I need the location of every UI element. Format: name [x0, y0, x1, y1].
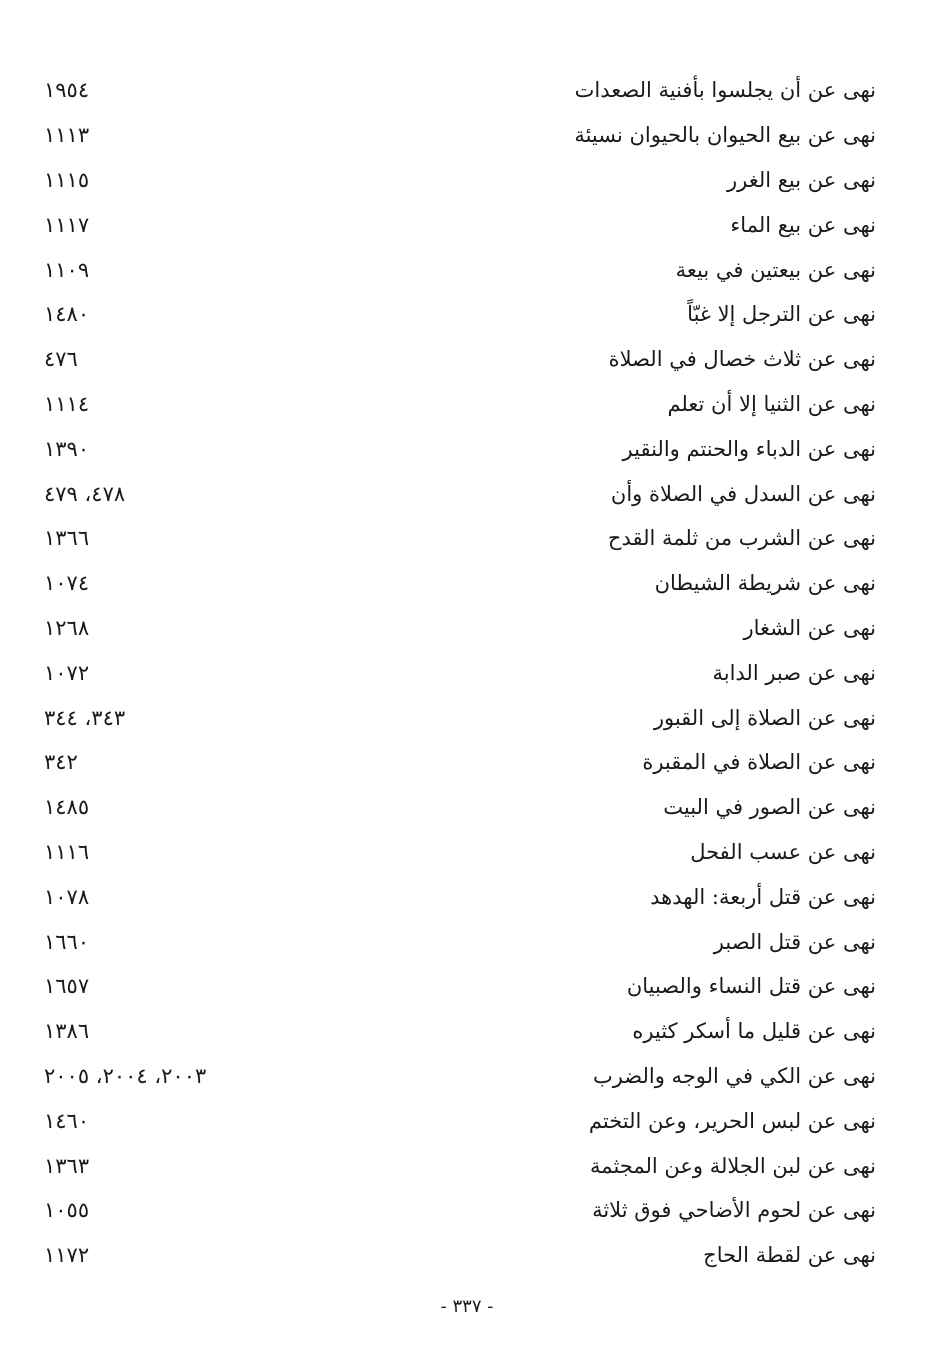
entry-text: نهى عن قتل أربعة: الهدهد: [650, 884, 876, 909]
entry-text: نهى عن الشرب من ثلمة القدح: [607, 526, 876, 551]
index-entry: [44, 1098, 876, 1143]
entry-page-references: ١٣٨٦: [44, 1019, 90, 1044]
entry-page-references: ١٦٥٧: [44, 974, 90, 999]
index-entry: [44, 785, 876, 830]
entry-text: نهى عن لحوم الأضاحي فوق ثلاثة: [592, 1198, 876, 1223]
entry-page-references: ٢٠٠٣، ٢٠٠٤، ٢٠٠٥: [44, 1063, 207, 1088]
entry-text: نهى عن الصلاة في المقبرة: [642, 750, 876, 775]
entry-text: نهى عن ثلاث خصال في الصلاة: [608, 347, 876, 372]
entry-text: نهى عن قتل النساء والصبيان: [626, 974, 876, 999]
entry-text: نهى عن أن يجلسوا بأفنية الصعدات: [574, 78, 876, 103]
entry-text: نهى عن الشغار: [743, 615, 876, 640]
entry-page-references: ١٤٦٠: [44, 1108, 90, 1133]
index-entry: [44, 158, 876, 203]
entry-page-references: ١١١٧: [44, 212, 90, 237]
entry-page-references: ١٦٦٠: [44, 929, 90, 954]
entry-text: نهى عن الكي في الوجه والضرب: [592, 1063, 876, 1088]
index-entry: [44, 1143, 876, 1188]
entry-text: نهى عن الدباء والحنتم والنقير: [622, 436, 876, 461]
entry-page-references: ١٣٦٣: [44, 1153, 90, 1178]
index-entry: [44, 202, 876, 247]
entry-page-references: ١١٧٢: [44, 1243, 90, 1268]
page-number: - ٣٣٧ -: [440, 1296, 494, 1317]
entry-text: نهى عن بيعتين في بيعة: [675, 257, 876, 282]
entry-page-references: ٤٧٨، ٤٧٩: [44, 481, 126, 506]
entry-page-references: ١٤٨٠: [44, 302, 90, 327]
entry-page-references: ١١١٣: [44, 123, 90, 148]
entry-text: نهى عن الثنيا إلا أن تعلم: [667, 391, 876, 416]
index-entry: [44, 337, 876, 382]
index-entry: [44, 606, 876, 651]
entry-text: نهى عن عسب الفحل: [690, 839, 876, 864]
entry-text: نهى عن قتل الصبر: [713, 929, 876, 954]
index-entry: [44, 68, 876, 113]
entry-text: نهى عن بيع الماء: [730, 212, 876, 237]
entry-page-references: ١٠٧٤: [44, 571, 90, 596]
index-entry: [44, 874, 876, 919]
entry-page-references: ١٠٧٢: [44, 660, 90, 685]
entry-text: نهى عن لبن الجلالة وعن المجثمة: [590, 1153, 876, 1178]
index-entry: [44, 919, 876, 964]
entry-text: نهى عن شريطة الشيطان: [654, 571, 876, 596]
index-entry: [44, 247, 876, 292]
index-entry: [44, 426, 876, 471]
index-entry: [44, 292, 876, 337]
entry-text: نهى عن الترجل إلا غبّاً: [687, 302, 876, 327]
entry-text: نهى عن بيع الحيوان بالحيوان نسيئة: [574, 123, 876, 148]
entry-page-references: ٣٤٢: [44, 750, 78, 775]
entry-text: نهى عن صبر الدابة: [712, 660, 876, 685]
index-entry: [44, 830, 876, 875]
entry-text: نهى عن الصور في البيت: [663, 795, 876, 820]
entry-page-references: ١٢٦٨: [44, 615, 90, 640]
index-entry: [44, 695, 876, 740]
index-entry: [44, 516, 876, 561]
entry-text: نهى عن بيع الغرر: [726, 167, 876, 192]
entry-page-references: ١١١٥: [44, 167, 90, 192]
index-entry: [44, 561, 876, 606]
entry-text: نهى عن لبس الحرير، وعن التختم: [588, 1108, 876, 1133]
index-list: [44, 68, 876, 1278]
entry-page-references: ١١١٦: [44, 839, 90, 864]
entry-text: نهى عن لقطة الحاج: [703, 1243, 876, 1268]
index-entry: [44, 1233, 876, 1278]
entry-page-references: ١٩٥٤: [44, 78, 90, 103]
index-entry: [44, 1188, 876, 1233]
entry-text: نهى عن السدل في الصلاة وأن: [610, 481, 876, 506]
index-entry: [44, 471, 876, 516]
entry-page-references: ١٣٩٠: [44, 436, 90, 461]
index-entry: [44, 113, 876, 158]
entry-page-references: ١١٠٩: [44, 257, 90, 282]
entry-page-references: ١٤٨٥: [44, 795, 90, 820]
entry-text: نهى عن قليل ما أسكر كثيره: [632, 1019, 876, 1044]
index-entry: [44, 382, 876, 427]
entry-page-references: ١٠٥٥: [44, 1198, 90, 1223]
index-entry: [44, 650, 876, 695]
index-entry: [44, 964, 876, 1009]
index-entry: [44, 740, 876, 785]
entry-text: نهى عن الصلاة إلى القبور: [653, 705, 876, 730]
index-entry: [44, 1009, 876, 1054]
entry-page-references: ٤٧٦: [44, 347, 78, 372]
entry-page-references: ١٠٧٨: [44, 884, 90, 909]
index-entry: [44, 1054, 876, 1099]
entry-page-references: ٣٤٣، ٣٤٤: [44, 705, 126, 730]
entry-page-references: ١٣٦٦: [44, 526, 90, 551]
entry-page-references: ١١١٤: [44, 391, 90, 416]
